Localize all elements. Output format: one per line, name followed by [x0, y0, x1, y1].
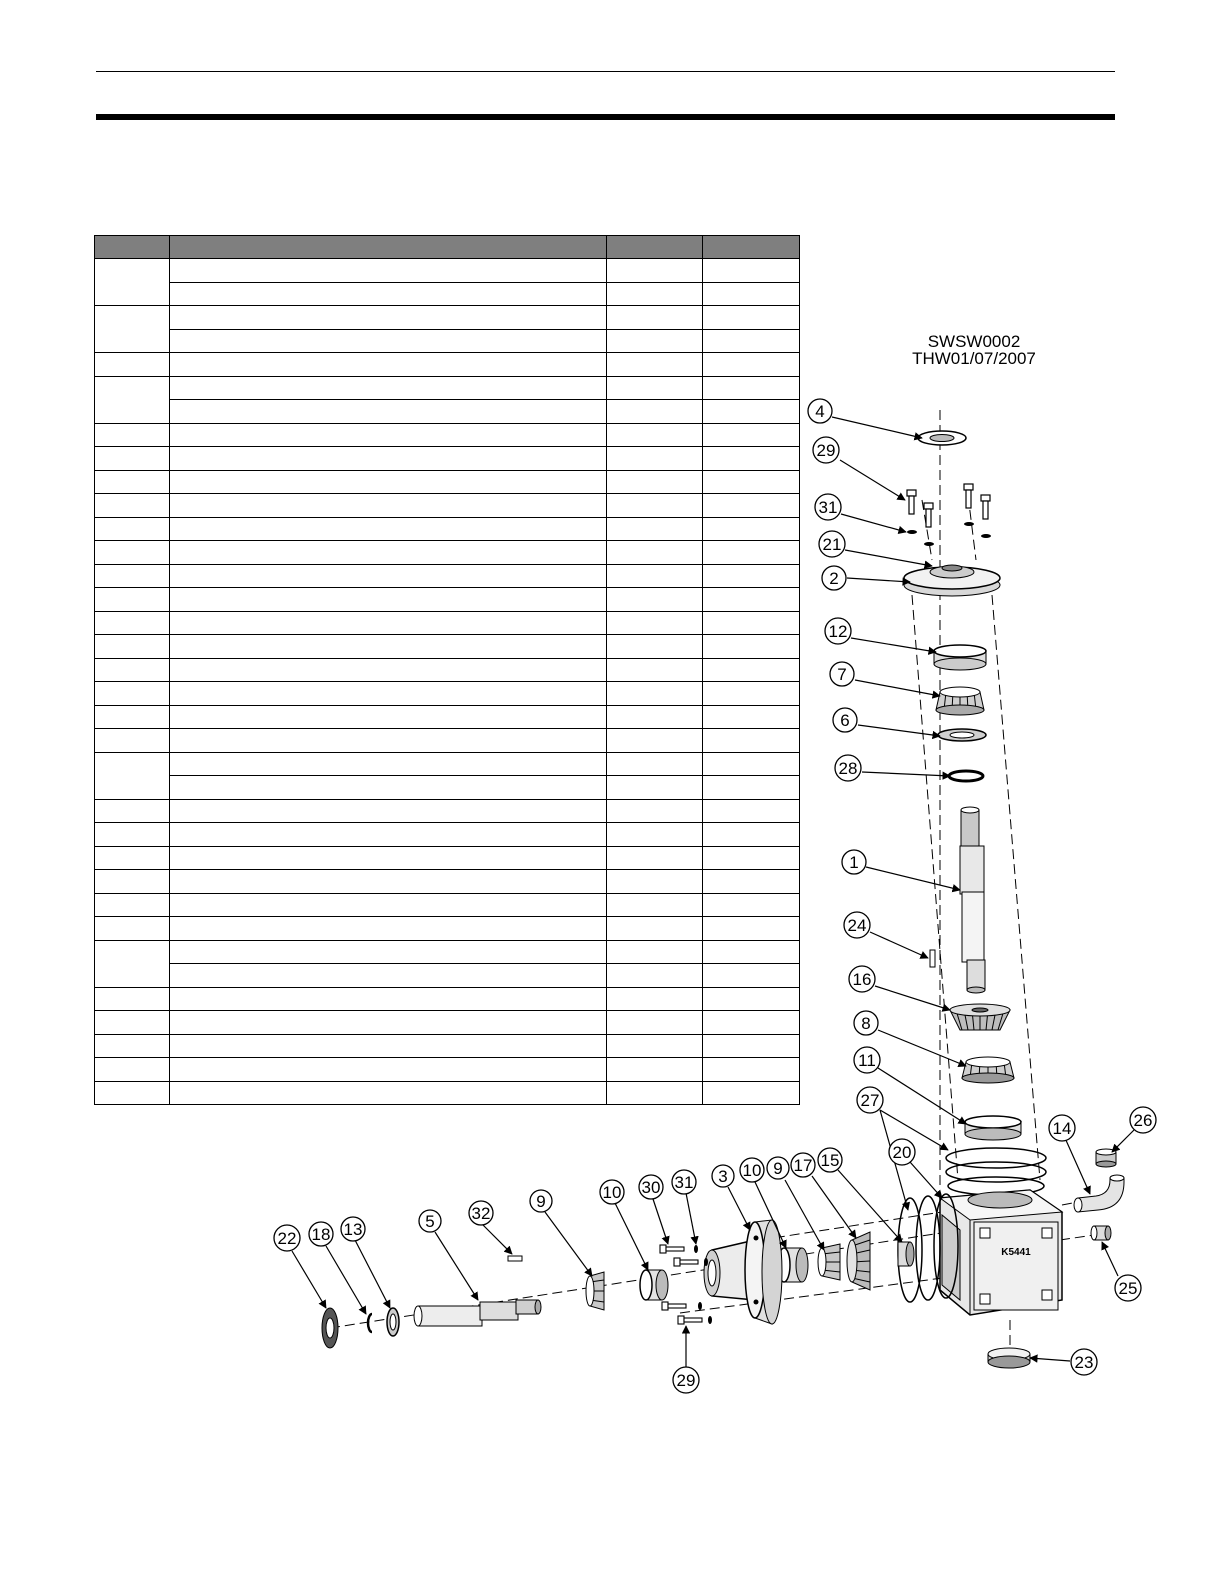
svg-text:24: 24: [847, 916, 867, 935]
svg-text:28: 28: [838, 759, 858, 778]
callout-7: [830, 662, 854, 686]
svg-text:23: 23: [1074, 1353, 1094, 1372]
part-25-plug: [1091, 1226, 1111, 1240]
callout-8: [854, 1011, 878, 1035]
callout-10-right: [740, 1158, 764, 1182]
drawing-code: SWSW0002: [927, 332, 1021, 351]
callout-13: [341, 1217, 365, 1241]
part-2-top-cover: [904, 565, 1000, 596]
callout-15: [818, 1148, 842, 1172]
svg-text:30: 30: [641, 1178, 661, 1197]
callout-32: [469, 1201, 493, 1225]
svg-text:10: 10: [602, 1183, 622, 1202]
part-6-shim: [938, 729, 986, 741]
part-16-bevel-gear: [950, 1004, 1010, 1030]
svg-text:9: 9: [536, 1192, 546, 1211]
svg-text:18: 18: [311, 1225, 331, 1244]
part-12-bearing-cup: [934, 645, 986, 670]
part-24-key: [930, 950, 935, 967]
callout-26: [1130, 1107, 1156, 1133]
callout-29-bottom: [673, 1367, 699, 1393]
callout-24: [844, 912, 870, 938]
part-8-tapered-bearing: [962, 1057, 1014, 1083]
part-11-bearing-cup: [965, 1116, 1021, 1140]
svg-text:9: 9: [773, 1159, 783, 1178]
svg-text:7: 7: [837, 665, 847, 684]
callout-3: [712, 1165, 734, 1187]
svg-text:10: 10: [742, 1161, 762, 1180]
part-1-vertical-shaft: [960, 807, 985, 993]
callout-16: [849, 966, 875, 992]
callout-5: [419, 1210, 441, 1232]
callout-29-top: [813, 437, 839, 463]
svg-text:5: 5: [425, 1212, 435, 1231]
housing-mark: K5441: [1001, 1247, 1031, 1258]
callout-9-right: [767, 1157, 789, 1179]
svg-text:31: 31: [674, 1173, 694, 1192]
part-15-bearing-cup: [898, 1242, 914, 1266]
part-18-snap-ring: [368, 1314, 372, 1332]
part-29-top-bolts: [907, 484, 990, 527]
svg-text:1: 1: [849, 853, 859, 872]
part-7-tapered-bearing: [936, 687, 984, 715]
part-31-top-washers: [907, 522, 991, 546]
callout-2: [822, 566, 846, 590]
callout-30: [639, 1175, 663, 1199]
part-10-cup-left: [640, 1270, 668, 1300]
svg-text:13: 13: [343, 1220, 363, 1239]
part-5-input-shaft: [414, 1300, 541, 1326]
part-32-key: [508, 1256, 522, 1261]
callout-1: [842, 850, 866, 874]
callout-18: [309, 1222, 333, 1246]
callout-6: [833, 708, 857, 732]
callout-31-side: [672, 1170, 696, 1194]
svg-text:25: 25: [1118, 1279, 1138, 1298]
svg-text:22: 22: [277, 1229, 297, 1248]
svg-text:6: 6: [840, 711, 850, 730]
svg-text:17: 17: [793, 1156, 813, 1175]
svg-text:11: 11: [858, 1051, 876, 1070]
part-22-seal: [322, 1308, 338, 1348]
callout-25: [1115, 1275, 1141, 1301]
callout-28: [835, 755, 861, 781]
callout-14: [1049, 1115, 1075, 1141]
svg-text:4: 4: [815, 402, 825, 421]
callout-31-top: [815, 494, 841, 520]
svg-text:20: 20: [892, 1143, 912, 1162]
callout-10-left: [600, 1180, 624, 1204]
svg-text:15: 15: [820, 1151, 840, 1170]
svg-text:29: 29: [816, 441, 836, 460]
part-9-bearing-left: [586, 1272, 604, 1310]
svg-text:2: 2: [829, 569, 839, 588]
part-17-pinion-gear: [847, 1232, 870, 1290]
svg-text:29: 29: [676, 1371, 696, 1390]
svg-text:12: 12: [828, 622, 848, 641]
svg-text:14: 14: [1052, 1119, 1072, 1138]
part-28-snap-ring: [949, 771, 983, 781]
callout-12: [825, 618, 851, 644]
svg-text:21: 21: [822, 535, 842, 554]
part-9-bearing-right: [818, 1244, 840, 1280]
callout-20: [889, 1139, 915, 1165]
callout-4: [808, 399, 832, 423]
svg-text:16: 16: [852, 970, 872, 989]
svg-text:26: 26: [1133, 1111, 1153, 1130]
callout-21: [819, 531, 845, 557]
callout-9-left: [530, 1190, 552, 1212]
drawing-revision: THW01/07/2007: [912, 349, 1036, 368]
part-14-elbow-breather: [1074, 1175, 1124, 1212]
callout-17: [791, 1153, 815, 1177]
svg-text:3: 3: [718, 1167, 728, 1186]
callout-23: [1071, 1349, 1097, 1375]
part-10-cup-right: [778, 1248, 808, 1282]
part-23-bottom-cap: [988, 1348, 1030, 1368]
part-4-seal: [918, 431, 966, 445]
svg-text:31: 31: [818, 498, 838, 517]
callout-27: [857, 1087, 883, 1113]
part-13-washer: [387, 1308, 399, 1336]
svg-text:8: 8: [861, 1014, 871, 1033]
part-27-gaskets: [946, 1148, 1046, 1195]
callout-11: [854, 1047, 880, 1073]
part-30-side-bolts: [660, 1245, 698, 1266]
svg-text:32: 32: [471, 1204, 491, 1223]
svg-text:27: 27: [860, 1091, 880, 1110]
callout-22: [274, 1225, 300, 1251]
